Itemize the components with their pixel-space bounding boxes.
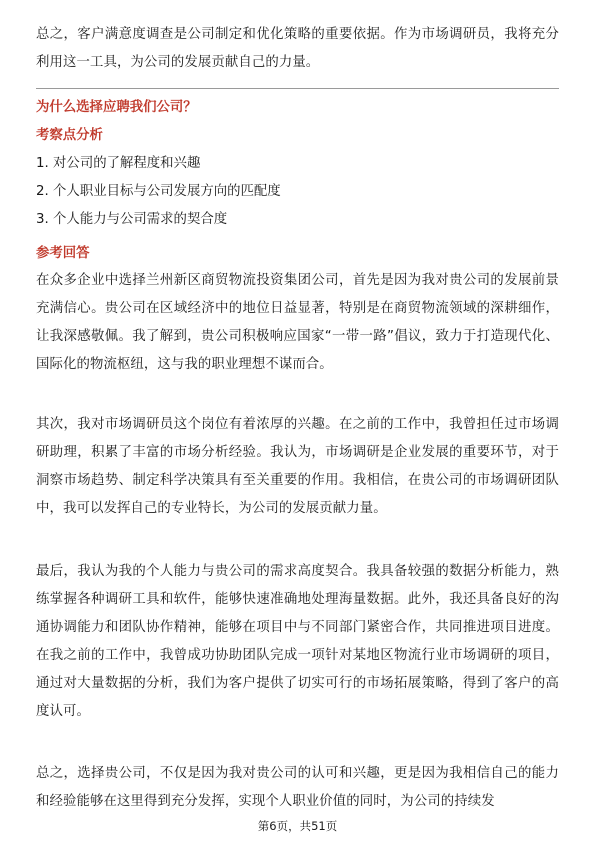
- answer-paragraph-4: 总之，选择贵公司，不仅是因为我对贵公司的认可和兴趣，更是因为我相信自己的能力和经验能够在这里得到充分发挥，实现个人职业价值的同时，为公司的持续发: [36, 766, 559, 809]
- answer-heading: 参考回答: [36, 246, 90, 261]
- question-title: 为什么选择应聘我们公司？: [36, 100, 197, 115]
- answer-paragraph-3: 最后，我认为我的个人能力与贵公司的需求高度契合。我具备较强的数据分析能力，熟练掌握各种调研工具和软件，能够快速准确地处理海量数据。此外，我还具备良好的沟通协调能力和团队协作精神，能够在项目中与不同部门紧密合作，共同推进项目进度。在我之前的工作中，我曾成功协助团队完成一项针对某地区物流行业市场调研的项目，通过对大量数据的分析，我们为客户提供了切实可行的市场拓展策略，得到了客户的高度认可。: [36, 564, 559, 719]
- analysis-point-2: 2. 个人职业目标与公司发展方向的匹配度: [36, 184, 281, 199]
- intro-paragraph: 总之，客户满意度调查是公司制定和优化策略的重要依据。作为市场调研员，我将充分利用这一工具，为公司的发展贡献自己的力量。: [36, 27, 559, 70]
- section-divider: [36, 88, 559, 89]
- answer-paragraph-2: 其次，我对市场调研员这个岗位有着浓厚的兴趣。在之前的工作中，我曾担任过市场调研助理，积累了丰富的市场分析经验。我认为，市场调研是企业发展的重要环节，对于洞察市场趋势、制定科学决策具有至关重要的作用。我相信，在贵公司的市场调研团队中，我可以发挥自己的专业特长，为公司的发展贡献力量。: [36, 417, 559, 516]
- page-number: 第6页，共51页: [257, 819, 338, 833]
- analysis-point-1: 1. 对公司的了解程度和兴趣: [36, 156, 201, 171]
- answer-paragraph-1: 在众多企业中选择兰州新区商贸物流投资集团公司，首先是因为我对贵公司的发展前景充满信心。贵公司在区域经济中的地位日益显著，特别是在商贸物流领域的深耕细作，让我深感敬佩。我了解到，贵公司积极响应国家“一带一路”倡议，致力于打造现代化、国际化的物流枢纽，这与我的职业理想不谋而合。: [36, 273, 559, 372]
- analysis-point-3: 3. 个人能力与公司需求的契合度: [36, 212, 228, 227]
- analysis-heading: 考察点分析: [36, 128, 103, 143]
